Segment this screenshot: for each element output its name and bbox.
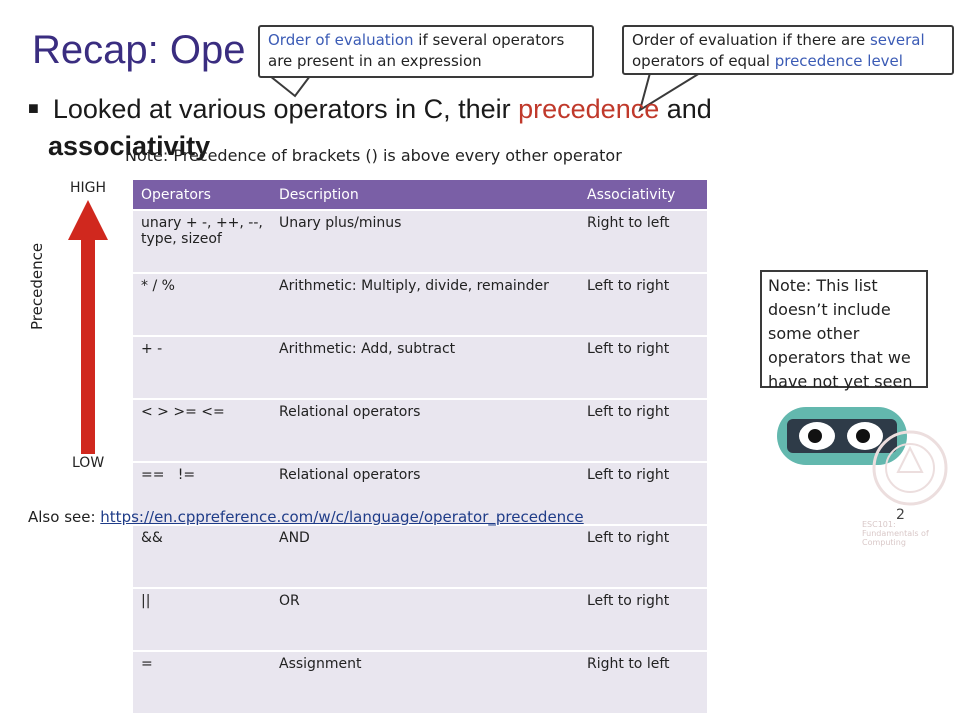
associativity-cell: Left to right [579, 526, 707, 587]
bullet-highlight: precedence [518, 94, 660, 124]
header-associativity: Associativity [579, 180, 707, 209]
description-cell: Unary plus/minus [271, 211, 579, 272]
table-row [133, 526, 707, 587]
table-row [133, 211, 707, 272]
operator-cell: = [133, 652, 271, 713]
callout-right-highlight-a: several [869, 31, 925, 49]
bullet-square-icon: ■ [28, 98, 39, 118]
precedence-high-label: HIGH [70, 180, 107, 196]
footer-reference [28, 508, 584, 526]
header-operators: Operators [133, 180, 271, 209]
page-number: 2 [896, 507, 905, 523]
description-cell: Relational operators [271, 463, 579, 524]
table-row [133, 589, 707, 650]
header-description: Description [271, 180, 579, 209]
callout-equal-precedence [622, 25, 954, 75]
callout-right-highlight-b: precedence level [774, 52, 903, 70]
side-note-box: Note: This list doesn’t include some other operators that we have not yet seen [760, 270, 928, 388]
university-seal-icon [870, 428, 950, 508]
description-cell: Assignment [271, 652, 579, 713]
callout-left-highlight: Order of evaluation [268, 31, 414, 49]
course-watermark: ESC101: Fundamentals of Computing [862, 520, 929, 547]
slide-title: Recap: Ope [32, 28, 246, 72]
callout-right-text-b: operators of equal [632, 52, 775, 70]
operator-cell: * / % [133, 274, 271, 335]
description-cell: Relational operators [271, 400, 579, 461]
table-row [133, 652, 707, 713]
associativity-cell: Right to left [579, 211, 707, 272]
callout-order-of-evaluation [258, 25, 594, 78]
associativity-cell: Left to right [579, 589, 707, 650]
description-cell: Arithmetic: Multiply, divide, remainder [271, 274, 579, 335]
description-cell: Arithmetic: Add, subtract [271, 337, 579, 398]
operator-cell: || [133, 589, 271, 650]
table-row [133, 274, 707, 335]
associativity-cell: Right to left [579, 652, 707, 713]
associativity-cell: Left to right [579, 463, 707, 524]
bullet-continuation: associativity [48, 131, 211, 161]
table-header-row [133, 180, 707, 209]
callout-left-text: if several operators are present in an expression [268, 31, 565, 70]
bullet-text-b: and [659, 94, 712, 124]
footer-prefix: Also see: [28, 508, 101, 526]
operator-cell: + - [133, 337, 271, 398]
bullet-text-a: Looked at various operators in C, their [52, 94, 519, 124]
operator-cell: < > >= <= [133, 400, 271, 461]
callout-right-text-a: Order of evaluation if there are [632, 31, 870, 49]
precedence-low-label: LOW [72, 455, 105, 471]
operator-precedence-table [133, 178, 707, 715]
operator-cell: && [133, 526, 271, 587]
description-cell: AND [271, 526, 579, 587]
table-row [133, 337, 707, 398]
associativity-cell: Left to right [579, 274, 707, 335]
precedence-axis-label: Precedence [28, 242, 46, 330]
cppreference-link[interactable]: https://en.cppreference.com/w/c/language/operator_precedence [100, 508, 584, 526]
associativity-cell: Left to right [579, 400, 707, 461]
bullet-point [28, 94, 712, 125]
description-cell: OR [271, 589, 579, 650]
table-row [133, 400, 707, 461]
bracket-precedence-note: Note: Precedence of brackets () is above every other operator [125, 146, 622, 165]
callout-left-pointer [270, 76, 310, 96]
operator-cell: == != [133, 463, 271, 524]
associativity-cell: Left to right [579, 337, 707, 398]
precedence-arrow-icon [68, 200, 108, 454]
operator-cell: unary + -, ++, --, type, sizeof [133, 211, 271, 272]
